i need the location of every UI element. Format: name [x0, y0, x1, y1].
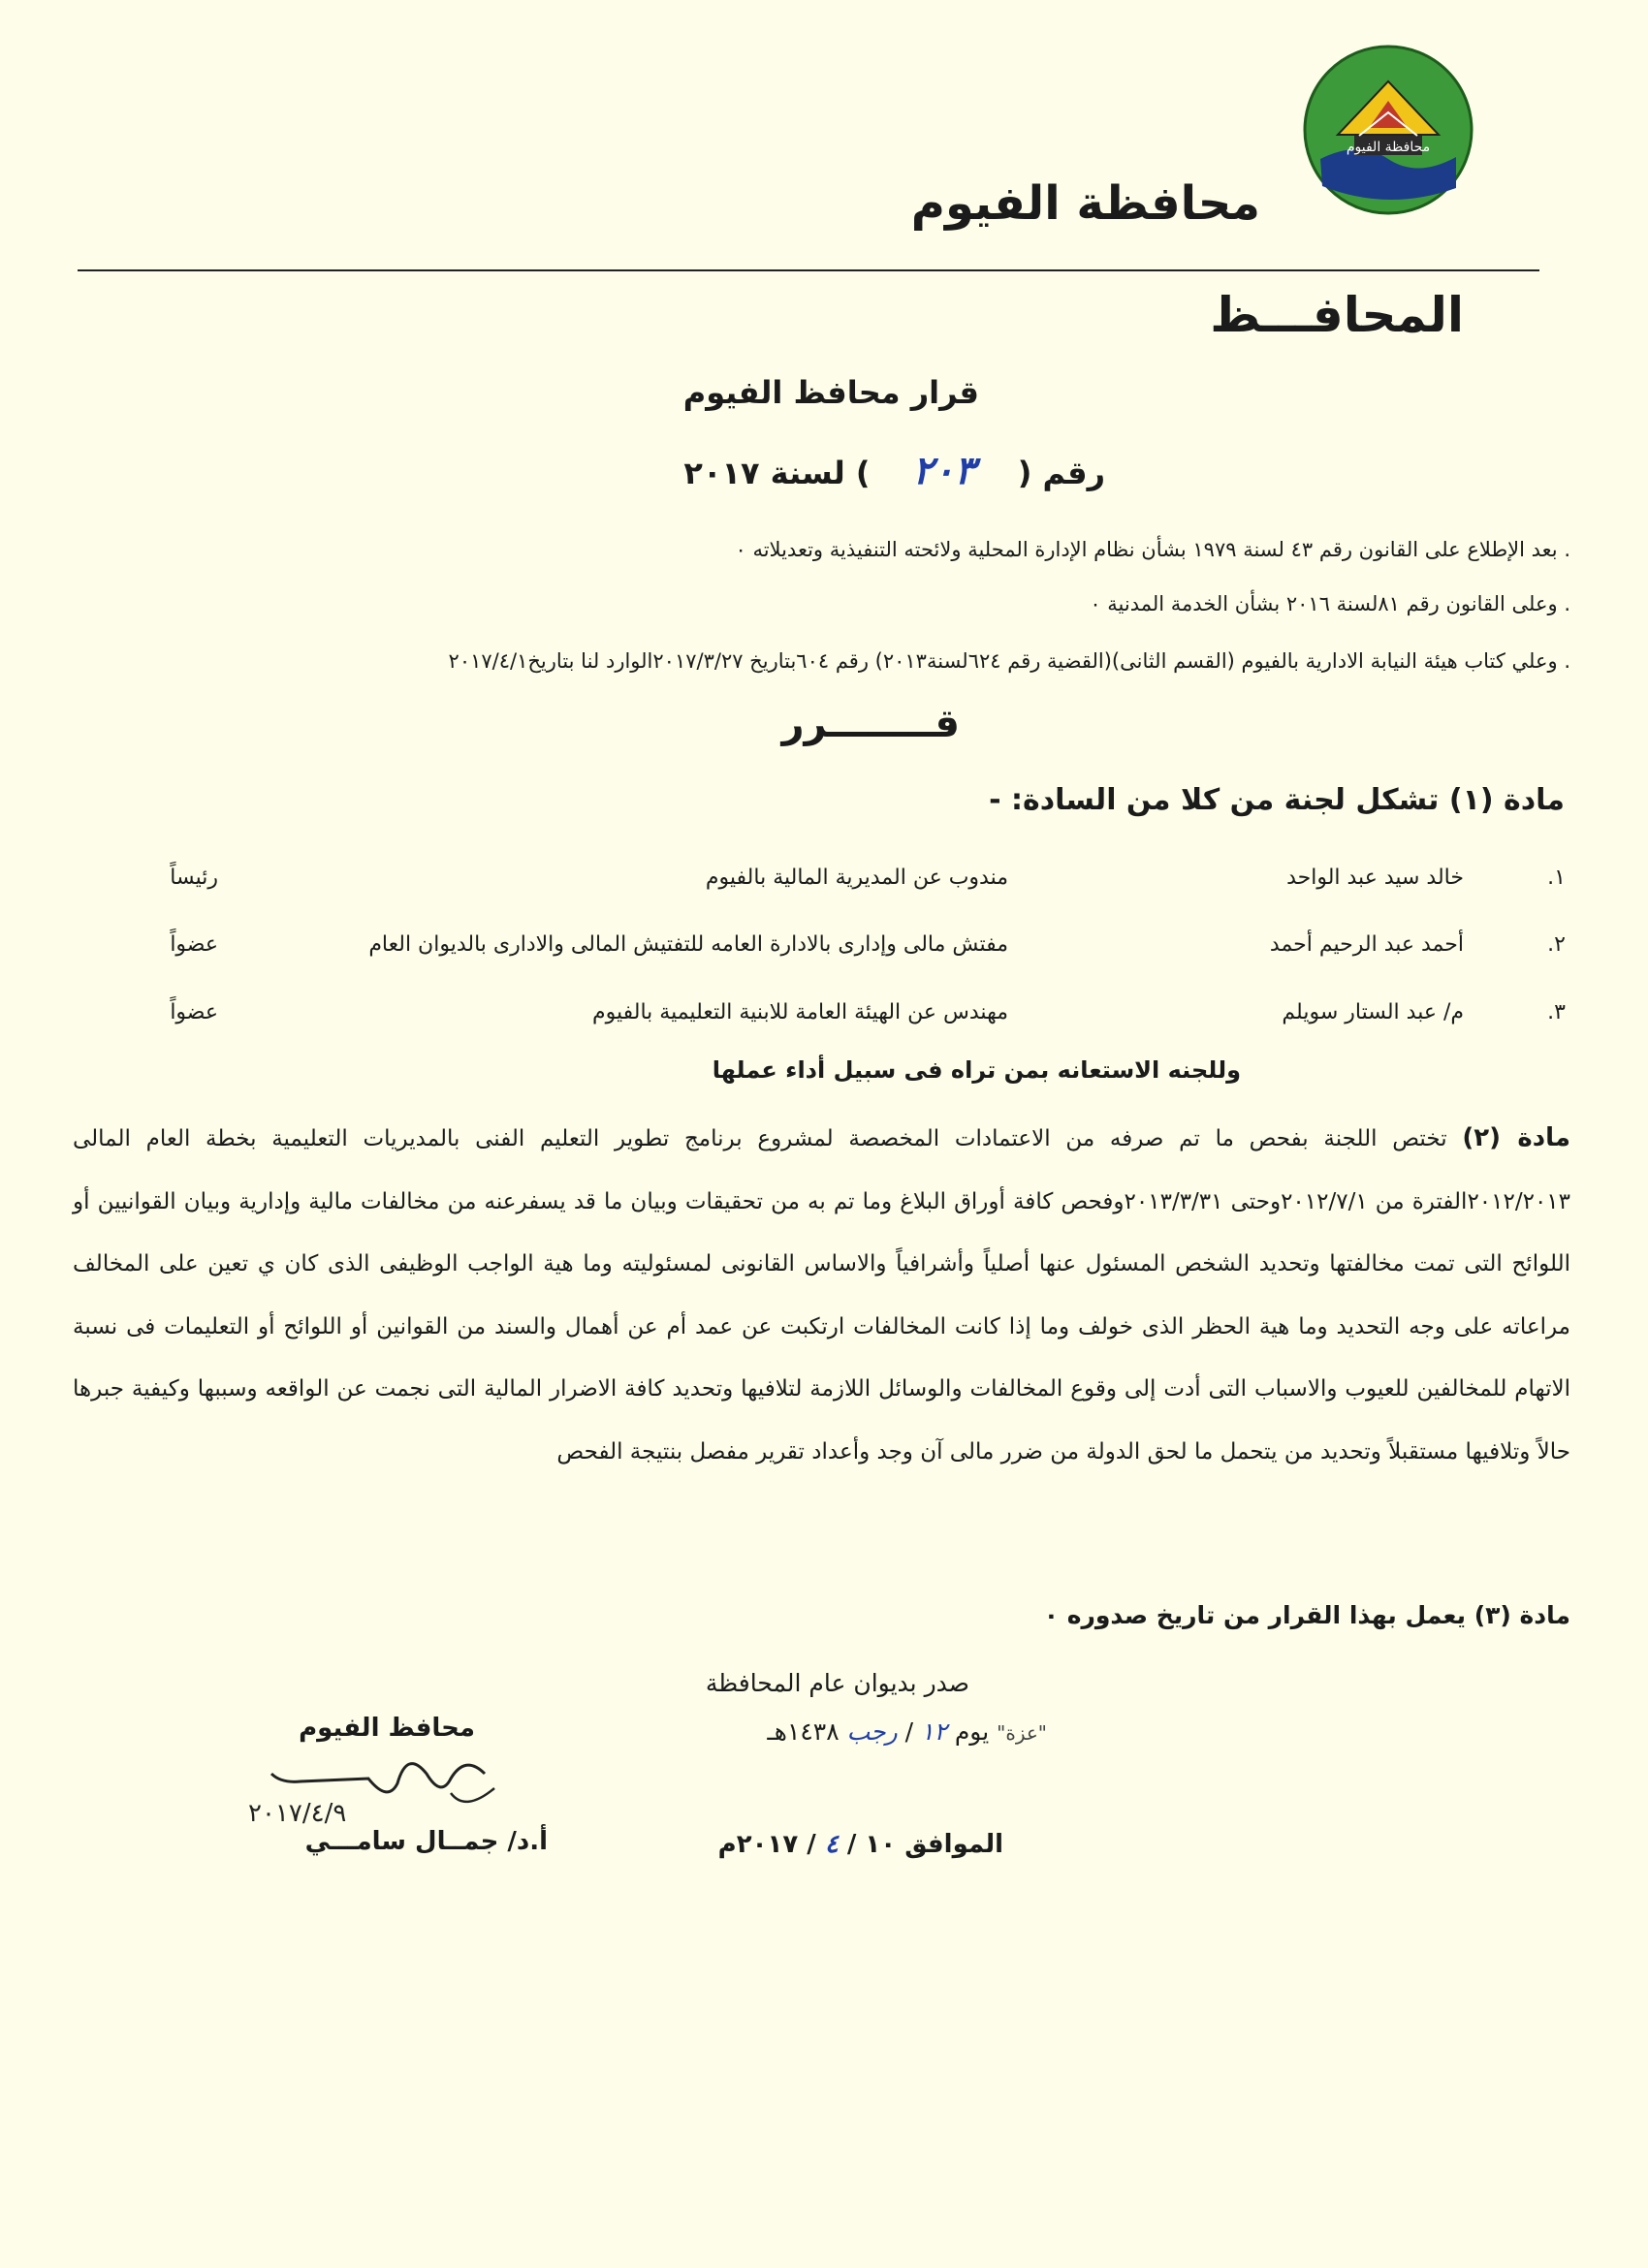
- member-role: عضواً: [170, 1000, 218, 1024]
- member-number: ١.: [1547, 866, 1566, 890]
- hijri-month: رجب: [846, 1717, 898, 1746]
- greg-year: ٢٠١٧م: [717, 1830, 799, 1859]
- member-row: [39, 932, 1566, 967]
- member-role: عضواً: [170, 932, 218, 957]
- hijri-day: ١٢: [921, 1717, 947, 1746]
- governor-title: المحافـــظ: [1210, 287, 1464, 343]
- committee-note: وللجنه الاستعانه بمن تراه فى سبيل أداء عملها: [712, 1056, 1241, 1084]
- decree-heading: قــــــــرر: [781, 702, 960, 746]
- greg-day: ١٠: [865, 1830, 897, 1859]
- member-name: م/ عبد الستار سويلم: [1282, 1000, 1464, 1024]
- member-row: [39, 1000, 1566, 1035]
- member-role: رئيساً: [170, 866, 218, 890]
- hijri-year: ١٤٣٨هـ: [767, 1717, 840, 1746]
- member-number: ٢.: [1547, 932, 1566, 957]
- member-number: ٣.: [1547, 1000, 1566, 1024]
- member-name: أحمد عبد الرحيم أحمد: [1269, 932, 1464, 957]
- article-3: مادة (٣) يعمل بهذا القرار من تاريخ صدوره ٠: [1043, 1601, 1570, 1629]
- day-prefix: يوم: [954, 1717, 990, 1746]
- article-2: [73, 1107, 1570, 1483]
- signature-date: ٢٠١٧/٤/٩: [248, 1799, 347, 1828]
- member-name: خالد سيد عبد الواحد: [1286, 866, 1464, 890]
- decision-number-line: [683, 448, 1105, 493]
- header-divider: [78, 269, 1539, 271]
- hijri-label: "عزة": [997, 1721, 1047, 1745]
- preamble-line: . وعلي كتاب هيئة النيابة الادارية بالفيوم (القسم الثانى)(القضية رقم ٦٢٤لسنة٢٠١٣) رقم ٦٠٤بتاريخ ٢٠١٧/٣/٢٧الوارد لنا بتاريخ٢٠١٧/٤/١: [448, 649, 1570, 673]
- member-row: [39, 866, 1566, 900]
- emblem-text: محافظة الفيوم: [1346, 140, 1431, 155]
- gregorian-date: الموافق ١٠ / ٤ / ٢٠١٧م: [717, 1830, 1003, 1859]
- gregorian-label: الموافق: [904, 1830, 1003, 1859]
- signatory-name: أ.د/ جمــال سامـــي: [304, 1827, 548, 1856]
- governorate-name: محافظة الفيوم: [910, 176, 1260, 231]
- decision-title: قرار محافظ الفيوم: [682, 374, 979, 411]
- article-2-text: تختص اللجنة بفحص ما تم صرفه من الاعتمادات المخصصة لمشروع برنامج تطوير التعليم الفنى بالمديريات التعليمية بخطة العام المالى ٢٠١٢/٢٠١٣الفترة من ٢٠١٢/٧/١وحتى ٢٠١٣/٣/٣١وفحص كافة أوراق البلاغ وما تم به من تحقيقات وبيان ما قد يسفرعنه من مخالفات مالية وإدارية وبيان القوانيين أو اللوائح التى تمت مخالفتها وتحديد الشخص المسئول عنها أصلياً وأشرافياً والاساس القانونى لمسئوليته وما هية الواجب الوظيفى الذى كان ي تعين على المخالف مراعاته على وجه التحديد وما هية الحظر الذى خولف وما إذا كانت المخالفات ارتكبت عن عمد أم عن أهمال والسند من القوانين أو اللوائح أو التعليمات فى نسبة الاتهام للمخالفين للعيوب والاسباب التى أدت إلى وقوع المخالفات والوسائل اللازمة لتلافيها وتحديد كافة الاضرار المالية التى نجمت عن الواقعه وسببها وكيفية جبرها حالاً وتلافيها مستقبلاً وتحديد من يتحمل ما لحق الدولة من ضرر مالى آن وجد وأعداد تقرير مفصل بنتيجة الفحص: [73, 1126, 1571, 1465]
- decision-number-suffix: ) لسنة ٢٠١٧: [683, 455, 871, 491]
- article-1-heading: مادة (١) تشكل لجنة من كلا من السادة: -: [989, 783, 1565, 817]
- issued-at: صدر بديوان عام المحافظة: [705, 1669, 969, 1697]
- greg-month: ٤: [824, 1830, 839, 1859]
- member-description: مهندس عن الهيئة العامة للابنية التعليمية بالفيوم: [592, 1000, 1008, 1024]
- decision-number-prefix: رقم (: [1017, 455, 1105, 491]
- member-description: مندوب عن المديرية المالية بالفيوم: [705, 866, 1008, 890]
- member-description: مفتش مالى وإدارى بالادارة العامه للتفتيش المالى والادارى بالديوان العام: [368, 932, 1008, 957]
- preamble-line: . بعد الإطلاع على القانون رقم ٤٣ لسنة ١٩٧٩ بشأن نظام الإدارة المحلية ولائحته التنفيذية وتعديلاته ٠: [735, 538, 1570, 561]
- decision-number: ٢٠٣: [912, 448, 975, 493]
- article-2-heading: مادة (٢): [1462, 1123, 1570, 1152]
- hijri-date: "عزة" يوم ١٢ / رجب ١٤٣٨هـ: [767, 1717, 1047, 1746]
- governorate-emblem: [1301, 43, 1475, 217]
- signatory-title: محافظ الفيوم: [299, 1714, 475, 1743]
- preamble-line: . وعلى القانون رقم ٨١لسنة ٢٠١٦ بشأن الخدمة المدنية ٠: [1090, 592, 1570, 615]
